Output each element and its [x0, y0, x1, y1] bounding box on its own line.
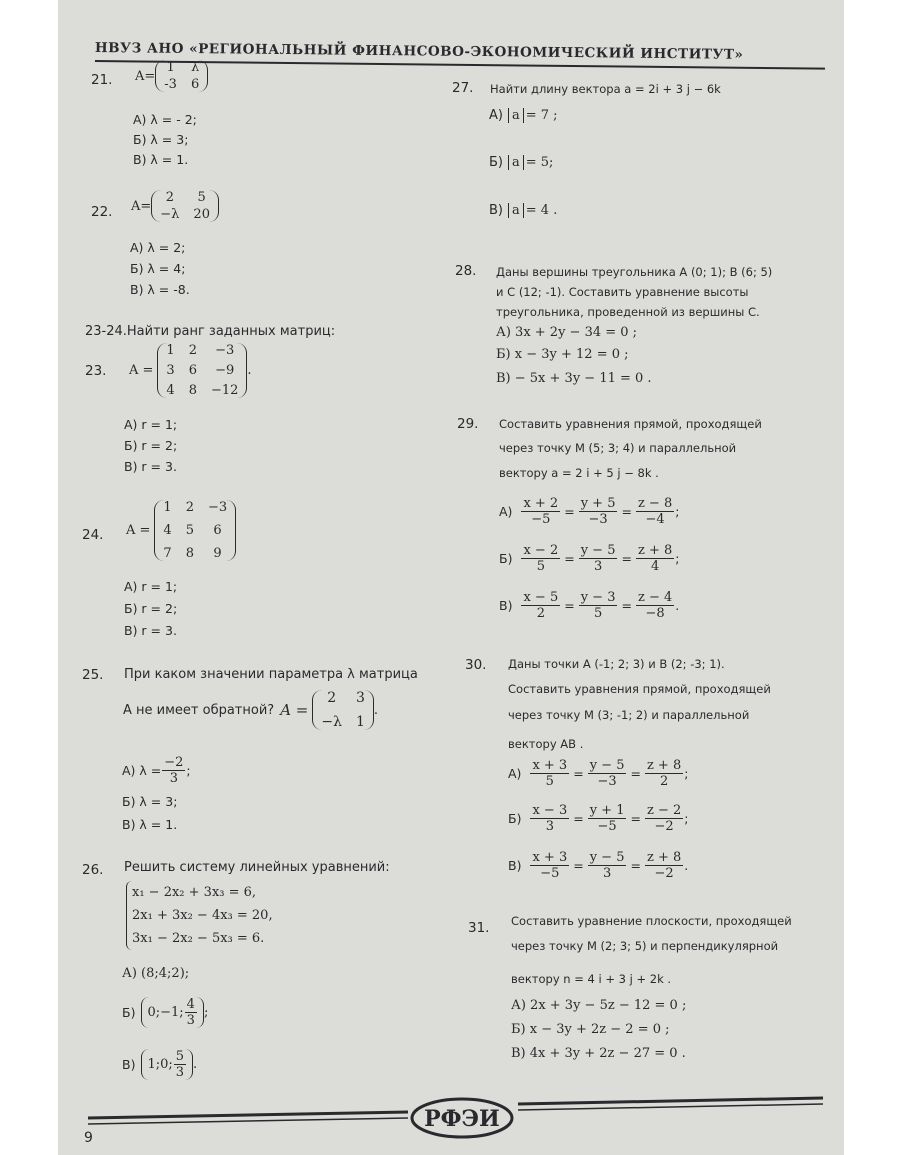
page-header: НВУЗ АНО «РЕГИОНАЛЬНЫЙ ФИНАНСОВО-ЭКОНОМИЧЕСКИЙ ИНСТИТУТ»	[94, 40, 744, 63]
q24-matrix	[154, 500, 236, 561]
fraction-numerator: y − 5	[580, 543, 616, 558]
fraction	[645, 850, 683, 881]
answer-tail: ;	[675, 551, 680, 566]
q27-text: Найти длину вектора a = 2i + 3 j − 6k	[490, 82, 721, 96]
q26-answer-b	[122, 997, 208, 1028]
fraction	[162, 755, 185, 786]
q21-answer-c: В) λ = 1.	[133, 152, 189, 167]
fraction-denominator: −3	[588, 512, 608, 527]
matrix-cell: λ	[190, 60, 200, 75]
fraction-denominator: 4	[650, 559, 660, 574]
fraction-denominator: 5	[593, 606, 603, 621]
q26-system	[126, 881, 273, 950]
logo-text: РФЭИ	[424, 1106, 500, 1132]
matrix-cell: 20	[193, 207, 210, 222]
fraction-denominator: −5	[540, 866, 560, 881]
matrix-cell: 2	[327, 690, 337, 706]
fraction-numerator: x − 2	[523, 543, 559, 558]
q22-number: 22.	[91, 204, 113, 220]
q22-answer-a: А) λ = 2;	[130, 240, 186, 255]
matrix-cell: 1	[166, 60, 175, 75]
equals-sign: =	[630, 811, 641, 826]
system-equation-3: 3x₁ − 2x₂ − 5x₃ = 6.	[132, 931, 265, 946]
q24-number: 24.	[82, 527, 104, 543]
matrix-cell: −9	[215, 363, 235, 378]
fraction-numerator: y − 3	[580, 590, 616, 605]
fraction-numerator: 5	[175, 1049, 185, 1064]
q31-text-2: через точку М (2; 3; 5) и перпендикулярной	[511, 939, 779, 953]
q31-number: 31.	[468, 920, 490, 936]
fraction	[636, 496, 674, 527]
answer-label: А)	[508, 766, 522, 781]
fraction-numerator: z − 8	[637, 496, 673, 511]
q25-text-1: При каком значении параметра λ матрица	[124, 667, 418, 682]
fraction	[530, 803, 569, 834]
fraction-numerator: x + 3	[532, 850, 568, 865]
q31-answer-a: А) 2x + 3y − 5z − 12 = 0 ;	[511, 998, 687, 1013]
q31-text-3: вектору n = 4 i + 3 j + 2k .	[511, 972, 672, 986]
equals-sign: =	[564, 504, 575, 519]
q22-lhs: A=	[131, 198, 152, 214]
q30-number: 30.	[465, 657, 487, 673]
answer-label: Б)	[508, 811, 522, 826]
fraction	[530, 850, 569, 881]
fraction	[645, 803, 683, 834]
q25-number: 25.	[82, 667, 104, 683]
fraction	[636, 543, 674, 574]
q25-matrix-expr	[123, 690, 378, 730]
q22-matrix	[151, 190, 219, 222]
fraction-denominator: 2	[536, 606, 545, 621]
q26-b-vector	[141, 997, 203, 1028]
q29-text-3: вектору a = 2 i + 5 j − 8k .	[499, 466, 659, 480]
q22-answer-b: Б) λ = 4;	[130, 261, 186, 276]
q23-matrix-expr	[129, 343, 252, 398]
q31-answer-b: Б) x − 3y + 2z − 2 = 0 ;	[511, 1022, 670, 1037]
q30-text-4: вектору AB .	[508, 737, 584, 751]
matrix-cell: 5	[197, 190, 206, 205]
fraction	[521, 496, 560, 527]
fraction-numerator: y + 5	[580, 496, 616, 511]
fraction-numerator: y − 5	[589, 758, 625, 773]
q23-tail: .	[247, 363, 252, 378]
q24-answer-a: А) r = 1;	[124, 579, 178, 594]
matrix-cell: 2	[165, 190, 174, 205]
fraction-denominator: 3	[175, 1065, 185, 1080]
fraction	[521, 590, 560, 621]
q28-text-1: Даны вершины треугольника А (0; 1); В (6; 5)	[496, 265, 773, 279]
fraction-denominator: −3	[597, 774, 617, 789]
matrix-cell: −3	[207, 500, 228, 515]
q31-answer-c: В) 4x + 3y + 2z − 27 = 0 .	[511, 1046, 686, 1061]
matrix-cell: 2	[188, 343, 197, 358]
matrix-cell: 2	[185, 500, 194, 515]
vector-components: 1;0;	[147, 1057, 173, 1072]
q26-number: 26.	[82, 862, 104, 878]
equals-sign: =	[564, 598, 575, 613]
q29-answer-a	[499, 496, 679, 527]
q26-c-vector	[141, 1049, 193, 1080]
q23-lhs: A =	[129, 363, 154, 378]
answer-value: = 7 ;	[525, 108, 558, 123]
fraction	[579, 543, 618, 574]
fraction-numerator: z + 8	[637, 543, 673, 558]
q23-24-title: 23-24.Найти ранг заданных матриц:	[85, 324, 336, 339]
q28-answer-c: В) − 5x + 3y − 11 = 0 .	[496, 371, 652, 386]
q24-lhs: A =	[126, 523, 151, 538]
answer-tail: ;	[675, 504, 680, 519]
fraction-denominator: 3	[602, 866, 612, 881]
q30-text-3: через точку М (3; -1; 2) и параллельной	[508, 708, 750, 722]
q25-tail: .	[373, 702, 379, 718]
q30-text-1: Даны точки А (-1; 2; 3) и В (2; -3; 1).	[508, 657, 725, 671]
q27-answer-a	[489, 108, 558, 123]
q25-answer-a	[122, 755, 191, 786]
answer-tail: .	[193, 1057, 198, 1072]
fraction-numerator: z + 8	[646, 758, 682, 773]
q21-number: 21.	[91, 72, 113, 88]
q28-answer-a: А) 3x + 2y − 34 = 0 ;	[496, 325, 638, 340]
q24-matrix-expr	[126, 500, 236, 561]
equals-sign: =	[564, 551, 575, 566]
q21-lhs: A=	[135, 68, 156, 84]
answer-tail: ;	[684, 811, 689, 826]
vector-norm: a	[508, 155, 524, 170]
q27-answer-b	[489, 155, 553, 170]
fraction	[579, 496, 618, 527]
q26-text: Решить систему линейных уравнений:	[124, 860, 390, 875]
fraction	[588, 758, 627, 789]
q30-answer-b	[508, 803, 688, 834]
q21-matrix	[155, 60, 208, 92]
matrix-cell: 7	[163, 546, 172, 561]
fraction	[588, 803, 627, 834]
matrix-cell: 4	[163, 523, 172, 538]
fraction-numerator: x + 2	[523, 496, 559, 511]
equation-system	[126, 881, 273, 950]
equals-sign: =	[621, 504, 632, 519]
answer-label: А)	[499, 504, 513, 519]
fraction	[530, 758, 569, 789]
answer-tail: ;	[203, 1005, 209, 1020]
fraction-numerator: y − 5	[589, 850, 625, 865]
q21-answer-a: А) λ = - 2;	[133, 112, 197, 127]
answer-value: = 4 .	[525, 203, 558, 218]
fraction-numerator: z + 8	[646, 850, 682, 865]
q29-text-1: Составить уравнения прямой, проходящей	[499, 417, 762, 431]
page-sheet	[58, 0, 844, 1155]
fraction-numerator: y + 1	[589, 803, 625, 818]
matrix-cell: 6	[188, 363, 197, 378]
q29-answer-b	[499, 543, 679, 574]
q23-matrix	[157, 343, 247, 398]
q27-answer-c	[489, 203, 557, 218]
equals-sign: =	[573, 811, 584, 826]
matrix-cell: 1	[355, 714, 365, 730]
matrix-cell: 6	[190, 77, 200, 92]
equals-sign: =	[573, 858, 584, 873]
matrix-cell: 9	[213, 546, 222, 561]
fraction-numerator: z − 4	[637, 590, 673, 605]
matrix-cell: 6	[213, 523, 222, 538]
matrix-cell: −12	[210, 383, 239, 398]
fraction-denominator: −2	[654, 866, 674, 881]
equals-sign: =	[621, 551, 632, 566]
q28-number: 28.	[455, 263, 477, 279]
matrix-cell: 3	[166, 363, 175, 378]
vector-norm: a	[508, 203, 524, 218]
fraction-numerator: 4	[186, 997, 195, 1012]
fraction-denominator: 3	[169, 771, 178, 786]
matrix-cell: -3	[164, 77, 177, 92]
fraction	[588, 850, 627, 881]
fraction-denominator: −4	[645, 512, 665, 527]
fraction-denominator: −5	[531, 512, 551, 527]
q22-matrix-expr	[131, 190, 219, 222]
page-number: 9	[84, 1130, 93, 1146]
q26-answer-c	[122, 1049, 197, 1080]
q23-number: 23.	[85, 363, 107, 379]
answer-tail: .	[675, 598, 680, 613]
fraction-denominator: 2	[659, 774, 669, 789]
q23-answer-b: Б) r = 2;	[124, 438, 178, 453]
q24-answer-c: В) r = 3.	[124, 623, 177, 638]
q21-answer-b: Б) λ = 3;	[133, 132, 189, 147]
q28-answer-b: Б) x − 3y + 12 = 0 ;	[496, 347, 629, 362]
matrix-cell: 4	[166, 383, 175, 398]
equals-sign: =	[573, 766, 584, 781]
matrix-cell: −λ	[160, 207, 180, 222]
q30-text-2: Составить уравнения прямой, проходящей	[508, 682, 771, 696]
fraction-numerator: x + 3	[532, 758, 568, 773]
q21-matrix-expr	[135, 60, 208, 92]
answer-tail: ;	[684, 766, 689, 781]
answer-value: = 5;	[525, 155, 554, 170]
q27-number: 27.	[452, 80, 474, 96]
q24-answer-b: Б) r = 2;	[124, 601, 178, 616]
fraction-denominator: −5	[597, 819, 617, 834]
matrix-cell: −λ	[321, 714, 342, 730]
answer-tail: .	[684, 858, 689, 873]
matrix-cell: 8	[188, 383, 197, 398]
fraction	[645, 758, 683, 789]
answer-tail: ;	[186, 763, 191, 778]
q29-answer-c	[499, 590, 679, 621]
q26-answer-a: А) (8;4;2);	[122, 966, 190, 981]
q31-text-1: Составить уравнение плоскости, проходящей	[511, 914, 792, 928]
equals-sign: =	[630, 766, 641, 781]
fraction-denominator: 5	[536, 559, 545, 574]
fraction-numerator: −2	[164, 755, 184, 770]
equals-sign: =	[630, 858, 641, 873]
matrix-cell: 8	[185, 546, 194, 561]
q23-answer-a: А) r = 1;	[124, 417, 178, 432]
q25-answer-b: Б) λ = 3;	[122, 794, 178, 809]
q25-answer-c: В) λ = 1.	[122, 817, 178, 832]
vector-norm: a	[508, 108, 524, 123]
fraction	[636, 590, 674, 621]
equals-sign: =	[621, 598, 632, 613]
institute-logo	[410, 1097, 514, 1139]
q30-answer-a	[508, 758, 688, 789]
answer-label: А) λ =	[122, 763, 162, 778]
matrix-cell: 3	[355, 690, 365, 706]
q28-text-2: и С (12; -1). Составить уравнение высоты	[496, 285, 749, 299]
fraction	[579, 590, 618, 621]
answer-label: Б)	[489, 155, 503, 170]
q28-text-3: треугольника, проведенной из вершины С.	[496, 305, 760, 319]
answer-label: В)	[489, 203, 503, 218]
system-equation-2: 2x₁ + 3x₂ − 4x₃ = 20,	[132, 908, 273, 923]
answer-label: В)	[499, 598, 513, 613]
fraction-denominator: 5	[545, 774, 554, 789]
q30-answer-c	[508, 850, 688, 881]
matrix-cell: 5	[185, 523, 194, 538]
fraction-numerator: x − 3	[532, 803, 568, 818]
q29-number: 29.	[457, 416, 479, 432]
answer-label: В)	[122, 1057, 136, 1072]
fraction-denominator: −8	[645, 606, 665, 621]
fraction-numerator: z − 2	[646, 803, 682, 818]
matrix-cell: 1	[166, 343, 175, 358]
answer-label: Б)	[499, 551, 513, 566]
fraction-numerator: x − 5	[523, 590, 559, 605]
fraction-denominator: 3	[545, 819, 554, 834]
fraction	[174, 1049, 186, 1080]
fraction	[185, 997, 197, 1028]
vector-components: 0;−1;	[147, 1005, 184, 1020]
answer-label: А)	[489, 108, 503, 123]
q25-matrix	[312, 690, 374, 730]
fraction	[521, 543, 560, 574]
matrix-cell: 1	[163, 500, 172, 515]
matrix-cell: −3	[215, 343, 235, 358]
answer-label: Б)	[122, 1005, 136, 1020]
system-equation-1: x₁ − 2x₂ + 3x₃ = 6,	[132, 885, 257, 900]
answer-label: В)	[508, 858, 522, 873]
q25-text-2: А не имеет обратной?	[123, 702, 275, 718]
fraction-denominator: −2	[654, 819, 674, 834]
q23-answer-c: В) r = 3.	[124, 459, 177, 474]
fraction-denominator: 3	[593, 559, 603, 574]
fraction-denominator: 3	[186, 1013, 195, 1028]
q22-answer-c: В) λ = -8.	[130, 282, 190, 297]
q29-text-2: через точку М (5; 3; 4) и параллельной	[499, 441, 737, 455]
q25-lhs: A =	[280, 701, 309, 719]
